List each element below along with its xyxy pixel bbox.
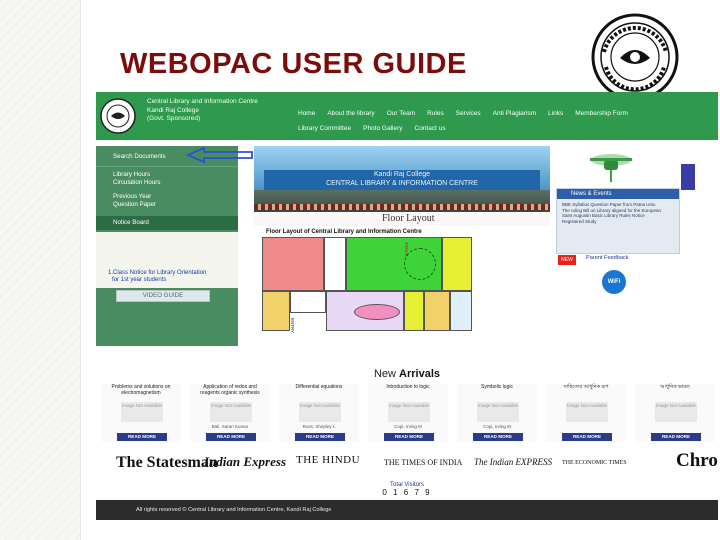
left-menu: [96, 146, 238, 346]
new-arrivals-arrivals: Arrivals: [399, 368, 441, 380]
main-nav-row1: [298, 110, 628, 117]
slide-side-panel: [0, 0, 81, 540]
newspaper-hindu[interactable]: THE HINDU: [296, 454, 361, 466]
book-card: [368, 384, 448, 442]
news-item-3[interactable]: Saint Augustin Basic Library Rules Notice: [562, 213, 645, 219]
book-author: Ross, Shepley L: [302, 424, 336, 429]
room-stack-2: [424, 291, 450, 331]
menu-divider: [96, 166, 238, 167]
read-more-button[interactable]: READ MORE: [206, 433, 256, 441]
menu-question-paper[interactable]: Question Paper: [113, 201, 156, 208]
library-banner-photo: [254, 146, 550, 212]
book-title: Introduction to logic: [386, 384, 430, 390]
read-more-button[interactable]: READ MORE: [473, 433, 523, 441]
new-arrivals-new: New: [373, 368, 396, 380]
visitor-counter-label: Total Visitors: [390, 482, 424, 488]
visitor-counter: [96, 482, 718, 502]
site-header: [96, 92, 718, 140]
wifi-icon: WiFi: [602, 270, 626, 294]
read-more-button[interactable]: READ MORE: [117, 433, 167, 441]
room-corridor: [324, 237, 346, 291]
book-title: Problems and solutions on electromagnetism: [111, 384, 171, 396]
menu-library-hours[interactable]: Library Hours: [113, 171, 151, 178]
read-more-button[interactable]: READ MORE: [295, 433, 345, 441]
room-red: [262, 237, 324, 291]
book-image-placeholder: Image Not Available: [210, 402, 252, 422]
new-arrivals-heading: [96, 368, 718, 384]
main-nav-row2: [298, 125, 446, 132]
room-stack: [404, 291, 424, 331]
news-events-list: [562, 202, 674, 224]
newspaper-strip: [96, 448, 718, 482]
newspaper-economic-times[interactable]: THE ECONOMIC TIMES: [562, 460, 627, 466]
menu-circulation-hours[interactable]: Circulation Hours: [113, 179, 161, 186]
site-name: [147, 98, 258, 124]
news-item-2[interactable]: The ruling Bill on Library aligned for the European: [562, 207, 662, 213]
book-author: Copi, Irving M: [483, 424, 511, 429]
notice-item[interactable]: [108, 270, 240, 284]
visitor-counter-value: 0 1 6 7 9: [382, 488, 432, 497]
drone-icon: [584, 148, 638, 188]
book-title: Symbolic logic: [481, 384, 513, 390]
nav-contact-us[interactable]: Contact us: [414, 125, 446, 132]
read-more-button[interactable]: READ MORE: [562, 433, 612, 441]
book-image-placeholder: Image Not Available: [388, 402, 430, 422]
site-name-line3: (Govt. Sponsored): [147, 115, 201, 122]
book-card: [279, 384, 359, 442]
floor-label-red-text: STACK: [404, 242, 409, 257]
book-title: Differential equations: [295, 384, 343, 390]
floor-arrow-in: ENTRY: [290, 318, 295, 334]
book-author: Copi, Irving M: [394, 424, 422, 429]
nav-services[interactable]: Services: [455, 110, 481, 117]
reading-table: [354, 304, 400, 320]
room-yellow: [442, 237, 472, 291]
nav-home[interactable]: Home: [298, 110, 316, 117]
new-arrivals-carousel: [96, 384, 718, 442]
nav-rules[interactable]: Rules: [427, 110, 444, 117]
news-events-heading: News & Events: [557, 189, 679, 199]
book-author: Bali, Saran Kumar: [211, 424, 249, 429]
book-image-placeholder: Image Not Available: [655, 402, 697, 422]
book-card: [190, 384, 270, 442]
newspaper-indian-express[interactable]: Indian Express: [204, 454, 286, 469]
notice-board-label: Notice Board: [113, 219, 149, 226]
book-title: আধুনিক ভারত: [660, 384, 690, 390]
floor-plan-title: Floor Layout of Central Library and Information Centre: [266, 229, 422, 235]
annotation-arrow-icon: [186, 145, 256, 165]
site-logo-icon: [99, 97, 137, 135]
vertical-tab[interactable]: [681, 164, 695, 190]
book-image-placeholder: Image Not Available: [299, 402, 341, 422]
book-title: সাহিত্যের আধুনিক রূপ: [563, 384, 609, 390]
newspaper-times-of-india[interactable]: THE TIMES OF INDIA: [384, 458, 463, 467]
floor-plan: [254, 226, 550, 366]
nav-membership-form[interactable]: Membership Form: [575, 110, 628, 117]
nav-photo-gallery[interactable]: Photo Gallery: [363, 125, 403, 132]
video-guide-button[interactable]: VIDEO GUIDE: [116, 290, 210, 302]
nav-our-team[interactable]: Our Team: [386, 110, 416, 117]
menu-previous-year[interactable]: Previous Year: [113, 193, 152, 200]
nav-anti-plagiarism[interactable]: Anti Plagiarism: [492, 110, 537, 117]
notice-board-header: [96, 216, 238, 230]
banner-line1: Kandi Raj College: [373, 171, 431, 178]
nav-links[interactable]: Links: [548, 110, 564, 117]
news-item-4[interactable]: Registered Study: [562, 218, 597, 224]
book-image-placeholder: Image Not Available: [566, 402, 608, 422]
banner-line2: CENTRAL LIBRARY & INFORMATION CENTRE: [326, 180, 478, 187]
slide-title: WEBOPAC USER GUIDE: [120, 48, 467, 80]
book-card: [635, 384, 715, 442]
webopac-screenshot: [96, 92, 718, 520]
newspaper-statesman[interactable]: The Statesman: [116, 454, 218, 471]
menu-search-documents[interactable]: Search Documents: [113, 153, 166, 160]
nav-about-library[interactable]: About the library: [327, 110, 375, 117]
room-orange: [262, 291, 290, 331]
read-more-button[interactable]: READ MORE: [384, 433, 434, 441]
site-name-line1: Central Library and Information Centre: [147, 98, 258, 105]
site-footer: All rights reserved © Central Library and Information Centre, Kandi Raj College: [96, 500, 718, 520]
news-events-panel: [556, 188, 680, 254]
room-office: [450, 291, 472, 331]
book-image-placeholder: Image Not Available: [121, 402, 163, 422]
college-seal-logo: [590, 12, 680, 102]
site-name-line2: Kandi Raj College: [147, 106, 200, 114]
notice-line1: 1.Class Notice for Library Orientation: [108, 270, 207, 276]
book-image-placeholder: Image Not Available: [477, 402, 519, 422]
room-entry: [290, 291, 326, 313]
news-item-1[interactable]: BBE Syllabus Question Paper from Patna Univ.: [562, 202, 657, 207]
newspaper-the-indian-express[interactable]: The Indian EXPRESS: [474, 457, 552, 467]
book-card: [101, 384, 181, 442]
floor-layout-heading: Floor Layout: [382, 213, 435, 224]
newspaper-chronicle[interactable]: Chro: [676, 450, 718, 471]
floor-layout-heading-bar: [254, 212, 550, 226]
parent-feedback-link[interactable]: Parent Feedback: [586, 255, 629, 261]
new-badge: NEW: [558, 255, 576, 265]
book-card: [546, 384, 626, 442]
book-card: [457, 384, 537, 442]
nav-library-committee[interactable]: Library Committee: [298, 125, 352, 132]
read-more-button[interactable]: READ MORE: [651, 433, 701, 441]
banner-railing: [254, 204, 550, 210]
book-title: Application of redox and reagents organic synthesis: [200, 384, 260, 396]
notice-line2: for 1st year students: [112, 277, 167, 283]
banner-sign: [264, 170, 540, 190]
